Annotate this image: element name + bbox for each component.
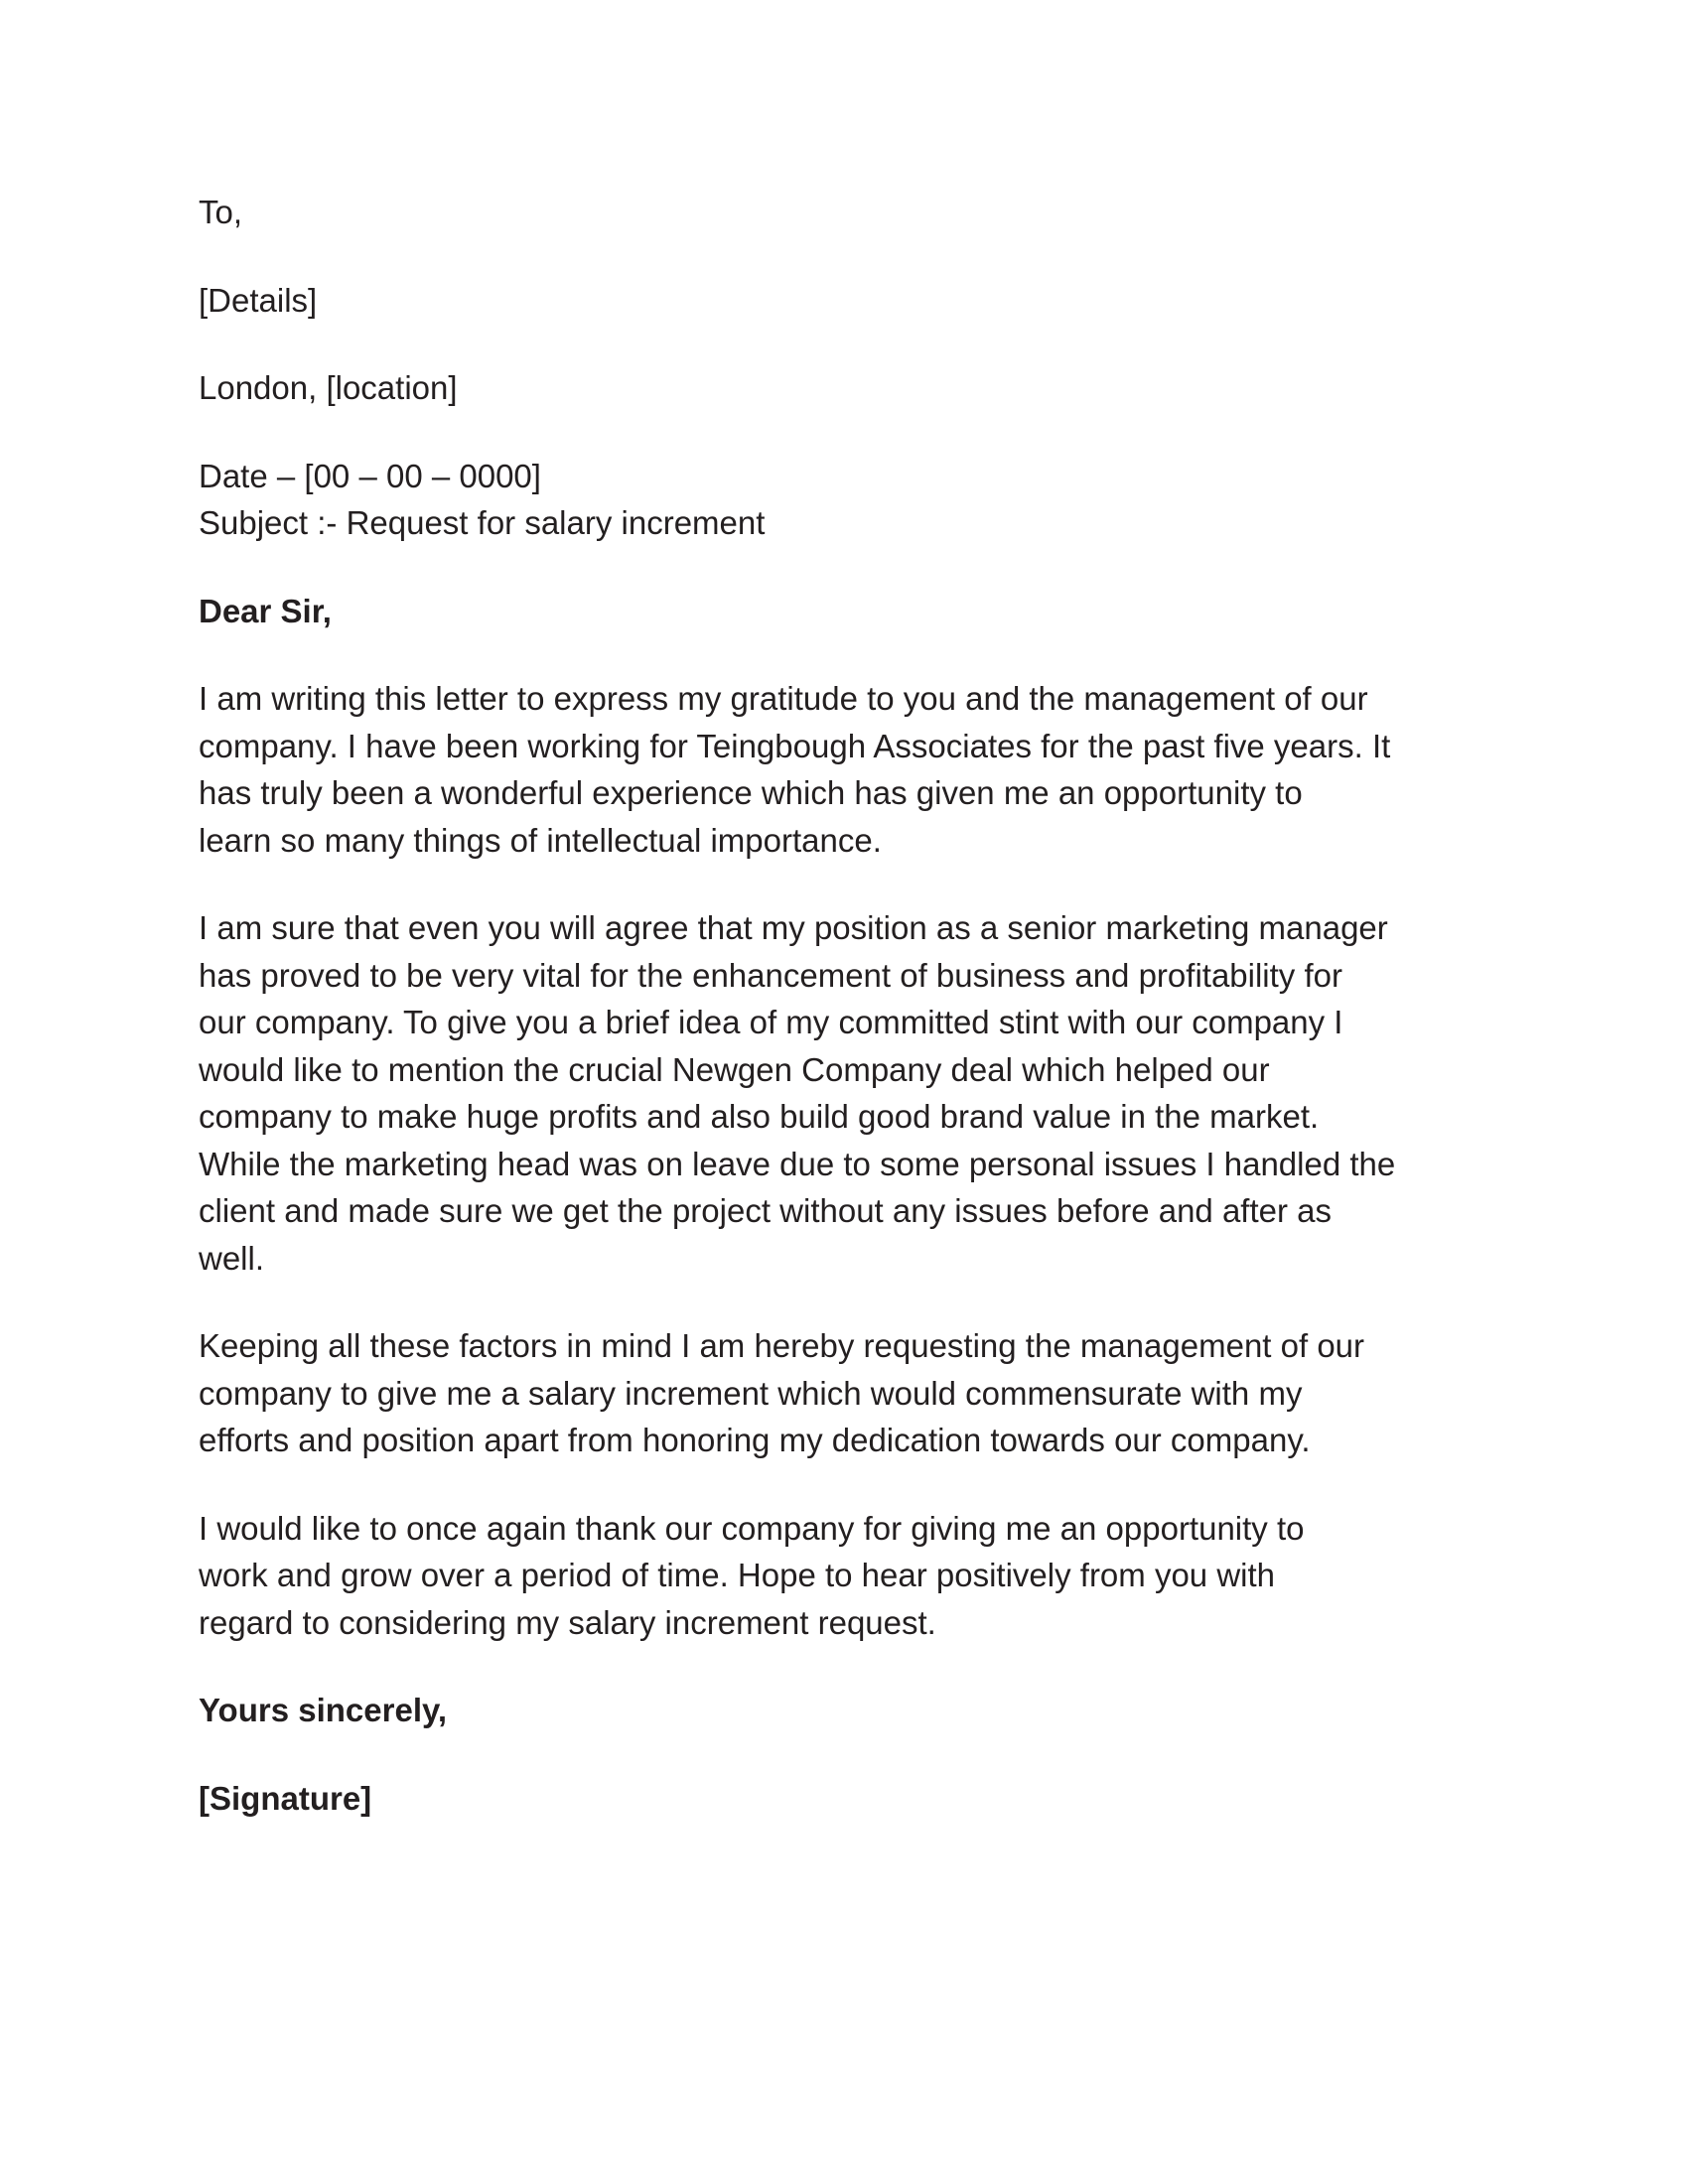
paragraph-line: company to give me a salary increment which would commensurate with my: [199, 1374, 1303, 1412]
paragraph-line: learn so many things of intellectual importance.: [199, 821, 882, 859]
paragraph-line: would like to mention the crucial Newgen Company deal which helped our: [199, 1050, 1270, 1088]
letter-date: Date – [00 – 00 – 0000]: [199, 457, 541, 494]
salutation: Dear Sir,: [199, 592, 332, 629]
paragraph-line: client and made sure we get the project without any issues before and after as: [199, 1192, 1332, 1229]
paragraph-request: [199, 1322, 1509, 1464]
paragraph-line: our company. To give you a brief idea of my committed stint with our company I: [199, 1004, 1343, 1040]
paragraph-line: work and grow over a period of time. Hope to hear positively from you with: [199, 1557, 1276, 1593]
signature-placeholder: [Signature]: [199, 1779, 372, 1817]
paragraph-line: I would like to once again thank our company for giving me an opportunity to: [199, 1509, 1305, 1547]
paragraph-achievements: [199, 904, 1509, 1282]
paragraph-line: I am writing this letter to express my gratitude to you and the management of our: [199, 680, 1368, 717]
paragraph-line: well.: [199, 1239, 265, 1277]
closing: Yours sincerely,: [199, 1692, 448, 1728]
recipient-to: To,: [199, 194, 243, 230]
paragraph-line: has truly been a wonderful experience which has given me an opportunity to: [199, 774, 1303, 811]
paragraph-line: I am sure that even you will agree that my position as a senior marketing manager: [199, 909, 1388, 946]
paragraph-line: While the marketing head was on leave due to some personal issues I handled the: [199, 1145, 1396, 1182]
paragraph-line: Keeping all these factors in mind I am hereby requesting the management of our: [199, 1327, 1365, 1364]
paragraph-line: efforts and position apart from honoring my dedication towards our company.: [199, 1422, 1311, 1458]
paragraph-line: has proved to be very vital for the enhancement of business and profitability for: [199, 956, 1342, 994]
letter-page: [199, 189, 1509, 1862]
paragraph-thanks: [199, 1505, 1509, 1647]
paragraph-line: company to make huge profits and also build good brand value in the market.: [199, 1098, 1320, 1135]
recipient-details: [Details]: [199, 281, 318, 319]
letter-subject: Subject :- Request for salary increment: [199, 504, 766, 541]
recipient-location: London, [location]: [199, 369, 458, 406]
paragraph-gratitude: [199, 675, 1509, 864]
paragraph-line: regard to considering my salary increment request.: [199, 1603, 936, 1641]
paragraph-line: company. I have been working for Teingbough Associates for the past five years. It: [199, 727, 1391, 764]
